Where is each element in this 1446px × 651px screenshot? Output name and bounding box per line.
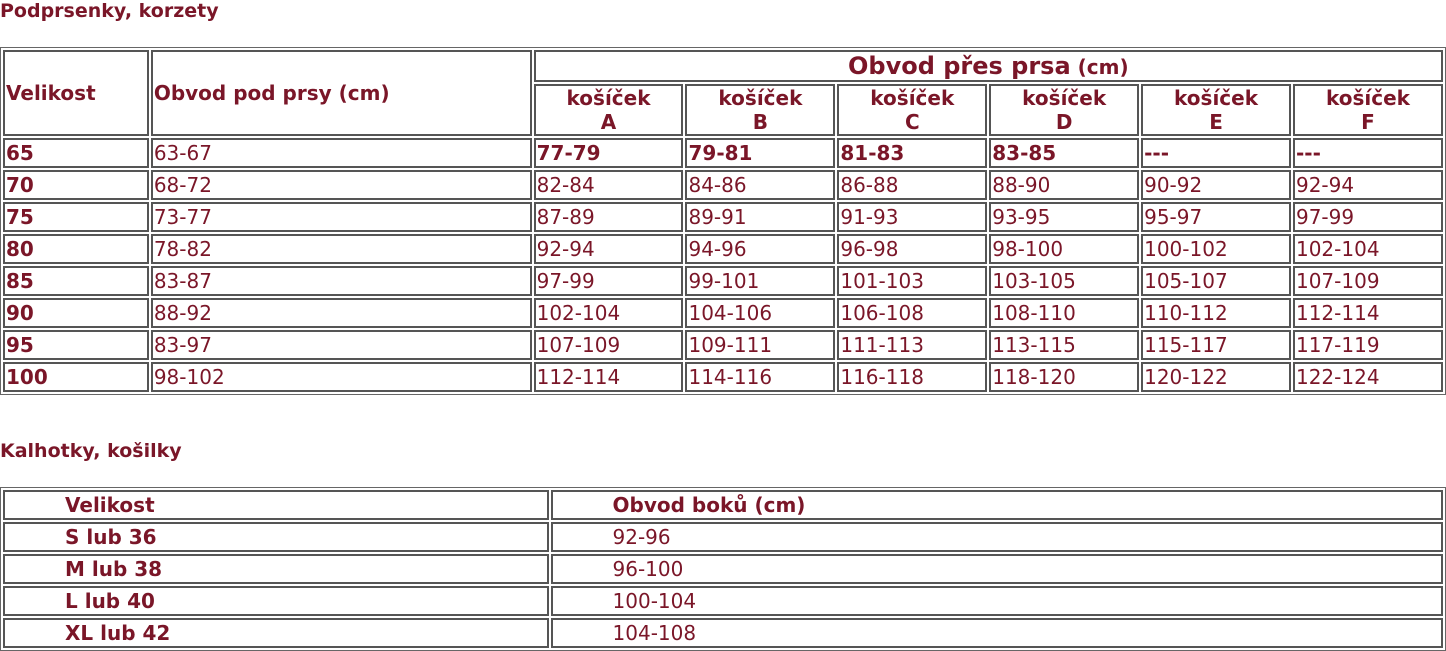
section-title-briefs: Kalhotky, košilky xyxy=(0,440,182,462)
hip-cell: 104-108 xyxy=(551,618,1443,648)
header-bust-main: Obvod přes prsa xyxy=(847,51,1071,80)
cup-value-cell: 92-94 xyxy=(1293,170,1443,200)
cup-value-cell: 89-91 xyxy=(685,202,835,232)
table-row xyxy=(3,170,1443,200)
briefs-size-cell: M lub 38 xyxy=(3,554,549,584)
header-underbust: Obvod pod prsy (cm) xyxy=(151,50,532,136)
table-row xyxy=(3,362,1443,392)
cup-value-cell: 122-124 xyxy=(1293,362,1443,392)
cup-value-cell: 92-94 xyxy=(534,234,684,264)
cup-value-cell: 98-100 xyxy=(989,234,1139,264)
cup-value-cell: 94-96 xyxy=(685,234,835,264)
cup-value-cell: 104-106 xyxy=(685,298,835,328)
hip-cell: 100-104 xyxy=(551,586,1443,616)
size-cell: 90 xyxy=(3,298,149,328)
cup-word: košíček xyxy=(870,86,955,110)
cup-value-cell: 103-105 xyxy=(989,266,1139,296)
cup-word: košíček xyxy=(1174,86,1259,110)
table-row xyxy=(3,266,1443,296)
cup-value-cell: 93-95 xyxy=(989,202,1139,232)
hip-cell: 96-100 xyxy=(551,554,1443,584)
cup-value-cell: 114-116 xyxy=(685,362,835,392)
cup-value-cell: 81-83 xyxy=(837,138,987,168)
cup-value-cell: 101-103 xyxy=(837,266,987,296)
briefs-size-table xyxy=(0,487,1446,651)
cup-value-cell: 106-108 xyxy=(837,298,987,328)
cup-value-cell: 113-115 xyxy=(989,330,1139,360)
table-row xyxy=(3,138,1443,168)
header-cup-d xyxy=(989,84,1139,136)
header-cup-e xyxy=(1141,84,1291,136)
underbust-cell: 63-67 xyxy=(151,138,532,168)
header-briefs-size: Velikost xyxy=(3,490,549,520)
size-cell: 95 xyxy=(3,330,149,360)
table-row xyxy=(3,234,1443,264)
header-hip: Obvod boků (cm) xyxy=(551,490,1443,520)
cup-letter: A xyxy=(600,110,617,134)
cup-value-cell: 108-110 xyxy=(989,298,1139,328)
cup-value-cell: 82-84 xyxy=(534,170,684,200)
cup-value-cell: 96-98 xyxy=(837,234,987,264)
cup-value-cell: 87-89 xyxy=(534,202,684,232)
cup-letter: D xyxy=(1055,110,1073,134)
size-cell: 70 xyxy=(3,170,149,200)
header-bust-unit: (cm) xyxy=(1077,54,1129,79)
cup-value-cell: --- xyxy=(1293,138,1443,168)
table-row xyxy=(3,298,1443,328)
header-cup-b xyxy=(685,84,835,136)
underbust-cell: 68-72 xyxy=(151,170,532,200)
table-row xyxy=(3,554,1443,584)
cup-value-cell: 102-104 xyxy=(534,298,684,328)
underbust-cell: 83-87 xyxy=(151,266,532,296)
underbust-cell: 83-97 xyxy=(151,330,532,360)
cup-value-cell: 112-114 xyxy=(1293,298,1443,328)
cup-value-cell: 105-107 xyxy=(1141,266,1291,296)
cup-value-cell: 91-93 xyxy=(837,202,987,232)
cup-value-cell: 120-122 xyxy=(1141,362,1291,392)
cup-value-cell: 77-79 xyxy=(534,138,684,168)
table-row xyxy=(3,618,1443,648)
table-row xyxy=(3,330,1443,360)
cup-value-cell: 84-86 xyxy=(685,170,835,200)
cup-value-cell: 107-109 xyxy=(534,330,684,360)
size-cell: 85 xyxy=(3,266,149,296)
cup-value-cell: 99-101 xyxy=(685,266,835,296)
cup-value-cell: 95-97 xyxy=(1141,202,1291,232)
header-cup-f xyxy=(1293,84,1443,136)
cup-word: košíček xyxy=(1022,86,1107,110)
cup-value-cell: 118-120 xyxy=(989,362,1139,392)
cup-word: košíček xyxy=(1326,86,1410,110)
underbust-cell: 98-102 xyxy=(151,362,532,392)
cup-value-cell: 109-111 xyxy=(685,330,835,360)
cup-value-cell: 90-92 xyxy=(1141,170,1291,200)
table-row xyxy=(3,586,1443,616)
cup-word: košíček xyxy=(566,86,651,110)
bra-size-table xyxy=(0,47,1446,395)
cup-value-cell: 116-118 xyxy=(837,362,987,392)
underbust-cell: 73-77 xyxy=(151,202,532,232)
size-cell: 100 xyxy=(3,362,149,392)
briefs-size-cell: L lub 40 xyxy=(3,586,549,616)
cup-value-cell: 107-109 xyxy=(1293,266,1443,296)
cup-value-cell: 88-90 xyxy=(989,170,1139,200)
cup-value-cell: 110-112 xyxy=(1141,298,1291,328)
cup-value-cell: 86-88 xyxy=(837,170,987,200)
cup-word: košíček xyxy=(718,86,803,110)
cup-value-cell: 111-113 xyxy=(837,330,987,360)
underbust-cell: 88-92 xyxy=(151,298,532,328)
cup-value-cell: 83-85 xyxy=(989,138,1139,168)
size-cell: 80 xyxy=(3,234,149,264)
cup-value-cell: 100-102 xyxy=(1141,234,1291,264)
briefs-size-cell: S lub 36 xyxy=(3,522,549,552)
cup-letter: F xyxy=(1361,110,1375,134)
cup-value-cell: --- xyxy=(1141,138,1291,168)
header-size: Velikost xyxy=(3,50,149,136)
cup-letter: C xyxy=(904,110,920,134)
cup-value-cell: 97-99 xyxy=(1293,202,1443,232)
cup-value-cell: 97-99 xyxy=(534,266,684,296)
header-bust xyxy=(534,50,1443,82)
cup-value-cell: 117-119 xyxy=(1293,330,1443,360)
underbust-cell: 78-82 xyxy=(151,234,532,264)
size-cell: 65 xyxy=(3,138,149,168)
section-title-bras: Podprsenky, korzety xyxy=(0,0,219,22)
cup-value-cell: 102-104 xyxy=(1293,234,1443,264)
hip-cell: 92-96 xyxy=(551,522,1443,552)
cup-value-cell: 115-117 xyxy=(1141,330,1291,360)
header-cup-c xyxy=(837,84,987,136)
cup-value-cell: 112-114 xyxy=(534,362,684,392)
briefs-size-cell: XL lub 42 xyxy=(3,618,549,648)
cup-letter: E xyxy=(1209,110,1223,134)
size-cell: 75 xyxy=(3,202,149,232)
cup-letter: B xyxy=(752,110,769,134)
header-cup-a xyxy=(534,84,684,136)
cup-value-cell: 79-81 xyxy=(685,138,835,168)
table-row xyxy=(3,202,1443,232)
table-row xyxy=(3,522,1443,552)
